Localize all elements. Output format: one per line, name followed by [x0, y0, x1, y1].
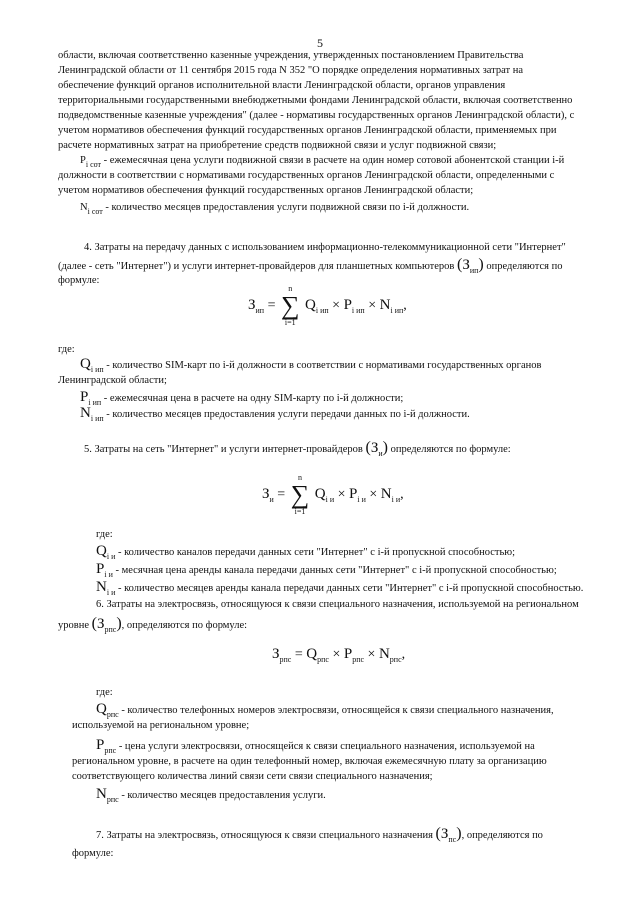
text-line: формуле: — [58, 275, 100, 286]
text-segment: - количество SIM-карт по i-й должности в соответствии с нормативами государственных органов — [106, 360, 542, 371]
text-segment: уровне — [58, 620, 89, 631]
formula-symbol: З — [272, 646, 280, 662]
formula-operator: × — [368, 298, 377, 314]
where-label: где: — [96, 687, 113, 698]
formula-sub: i и — [325, 495, 335, 505]
symbol-p: P — [80, 389, 89, 405]
section-4-heading: 4. Затраты на передачу данных с использованием информационно-телекоммуникационной сети "Интернет" — [84, 242, 566, 253]
formula-symbol: N — [378, 646, 390, 662]
text-line: учетом нормативов обеспечения функций государственных органов Ленинградской области; — [58, 185, 474, 196]
symbol-sub: i сот — [85, 160, 102, 169]
text-line: $Q_{i ип}$ - количество SIM-карт по i-й должности в соответствии с нормативами государственных органов — [80, 356, 542, 374]
sum-sign: n ∑ i=1 — [280, 284, 300, 327]
formula-symbol: З — [262, 486, 270, 503]
formula-operator: = — [267, 298, 276, 314]
text-line: расчете нормативных затрат на приобретение средств подвижной связи и услуг подвижной связи; — [58, 140, 497, 151]
section-6-heading: 6. Затраты на электросвязь, относящуюся к связи специального назначения, используемой на региональном — [96, 599, 579, 610]
page-number: 5 — [317, 36, 323, 50]
text-segment: - количество месяцев предоставления услуги подвижной связи по i-й должности. — [105, 202, 470, 213]
text-line: обеспечение функций органов исполнительной власти Ленинградской области, органов управления — [58, 80, 506, 91]
text-segment: - цена услуги электросвязи, относящейся к связи специального назначения, используемой на — [118, 741, 535, 752]
text-segment: определяются по формуле: — [390, 444, 511, 455]
text-line: $N_{i и}$ - количество месяцев аренды канала передачи данных сети "Интернет" с i-й пропускной способностью. — [96, 579, 584, 597]
formula-4: $З_{ип}$ = n ∑ i=1 $Q_{i ип} \times P_{i ип} \times N_{i ип}$, — [248, 284, 407, 327]
text-line: Ленинградской области; — [58, 375, 167, 386]
symbol-z: З — [440, 826, 449, 842]
formula-symbol: N — [380, 486, 392, 503]
text-line: $P_{i ип}$ - ежемесячная цена в расчете на одну SIM-карту по i-й должности; — [80, 389, 404, 407]
text-line: соответствующего количества линий связи сети связи специального назначения; — [72, 771, 433, 782]
text-line: используемой на региональном уровне; — [72, 720, 250, 731]
section-7-heading: 7. Затраты на электросвязь, относящуюся к связи специального назначения $(З_{пс})$, определяются по — [96, 825, 543, 844]
formula-sub: i и — [357, 495, 366, 505]
text-segment: - ежемесячная цена в расчете на одну SIM-карту по i-й должности; — [103, 393, 404, 404]
text-line: формуле: — [72, 848, 114, 859]
text-line: $N_{рпс}$ - количество месяцев предоставления услуги. — [96, 786, 326, 804]
formula-symbol: N — [379, 297, 391, 314]
formula-operator: × — [367, 647, 376, 662]
text-line: Ленинградской области от 11 сентября 2015 года N 352 "О порядке определения нормативных затрат на — [58, 65, 524, 76]
sum-sign: n ∑ i=1 — [290, 473, 310, 516]
formula-sub: i и — [391, 495, 401, 505]
text-segment: - количество месяцев предоставления услуги передачи данных по i-й должности. — [106, 409, 470, 420]
symbol-q: Q — [96, 543, 107, 559]
formula-5: $З_и$ = n ∑ i=1 $Q_{i и} \times P_{i и} \times N_{i и}$, — [262, 473, 404, 516]
symbol-n: N — [96, 579, 107, 595]
formula-symbol: P — [343, 646, 353, 662]
text-segment: - количество каналов передачи данных сети "Интернет" с i-й пропускной способностью; — [117, 547, 516, 558]
formula-sub: рпс — [317, 655, 329, 664]
formula-symbol: P — [343, 297, 352, 314]
text-segment: , определяются по — [461, 830, 543, 841]
formula-6: $З_{рпс} = Q_{рпс} \times P_{рпс} \times N_{рпс}$, — [272, 646, 406, 664]
formula-operator: × — [332, 298, 341, 314]
text-line: $N_{i ип}$ - количество месяцев предоставления услуги передачи данных по i-й должности. — [80, 405, 470, 423]
symbol-sub: ип — [469, 266, 479, 275]
text-segment: - количество телефонных номеров электросвязи, относящейся к связи специального назначения, — [121, 705, 554, 716]
text-segment: - количество месяцев предоставления услуги. — [121, 790, 326, 801]
formula-sub: и — [269, 495, 274, 505]
symbol-q: Q — [96, 701, 107, 717]
where-label: где: — [96, 529, 113, 540]
text-line — [80, 200, 469, 219]
formula-symbol: P — [349, 486, 358, 503]
text-line: (далее - сеть "Интернет") и услуги интернет-провайдеров для планшетных компьютеров $(З_{ип})$ определяются по — [58, 256, 563, 275]
formula-operator: × — [337, 487, 346, 503]
text-line: подведомственные казенные учреждения" (далее - нормативы государственных органов Ленинградской области), с — [58, 110, 575, 121]
text-segment: определяются по — [486, 261, 563, 272]
text-line: региональном уровне, в расчете на один телефонный номер, включая ежемесячную плату за организацию — [72, 756, 547, 767]
section-5-heading: 5. Затраты на сеть "Интернет" и услуги интернет-провайдеров $(З_и)$ определяются по формуле: — [84, 439, 511, 458]
formula-sub: рпс — [352, 655, 365, 664]
text-segment: - количество месяцев аренды канала передачи данных сети "Интернет" с i-й пропускной способностью. — [117, 583, 584, 594]
text-line: учетом нормативов обеспечения функций государственных органов Ленинградской области, применяемых при — [58, 125, 557, 136]
formula-operator: × — [332, 647, 341, 662]
formula-operator: × — [369, 487, 378, 503]
formula-symbol: Q — [314, 486, 326, 503]
symbol-z: З — [462, 257, 470, 273]
formula-sub: i ип — [351, 306, 365, 316]
formula-symbol: З — [248, 297, 256, 314]
text-segment: - месячная цена аренды канала передачи данных сети "Интернет" с i-й пропускной способностью; — [115, 565, 557, 576]
symbol-p: P — [96, 737, 105, 753]
where-label: где: — [58, 344, 75, 355]
formula-sub: ип — [255, 306, 265, 316]
symbol-n: N — [96, 786, 107, 802]
symbol-z: З — [370, 440, 379, 456]
text-line: $Q_{i и}$ - количество каналов передачи данных сети "Интернет" с i-й пропускной способностью; — [96, 543, 516, 561]
text-segment: , определяются по формуле: — [121, 620, 248, 631]
formula-sub: i ип — [390, 306, 404, 316]
formula-operator: = — [277, 487, 286, 503]
formula-sub: рпс — [389, 655, 402, 664]
symbol-p: P — [96, 561, 105, 577]
symbol-q: Q — [80, 356, 91, 372]
text-segment: (далее - сеть "Интернет") и услуги интернет-провайдеров для планшетных компьютеров — [58, 261, 455, 272]
text-line: территориальными государственными внебюджетными фондами Ленинградской области, включая соответственно — [58, 95, 573, 106]
text-line: области, включая соответственно казенные учреждения, утвержденных постановлением Правительства — [58, 50, 524, 61]
text-line: должности в соответствии с нормативами государственных органов Ленинградской области, определенными с — [58, 170, 555, 181]
formula-operator: = — [294, 647, 303, 662]
text-line: уровне $(З_{рпс})$, определяются по формуле: — [58, 615, 248, 634]
symbol-n-sot: N — [80, 202, 88, 213]
text-line: $Q_{рпс}$ - количество телефонных номеров электросвязи, относящейся к связи специального назначения, — [96, 701, 554, 719]
formula-symbol: Q — [305, 297, 316, 314]
symbol-n: N — [80, 405, 91, 421]
formula-sub: рпс — [279, 655, 292, 664]
text-segment: 5. Затраты на сеть "Интернет" и услуги интернет-провайдеров — [84, 444, 363, 455]
text-segment: 7. Затраты на электросвязь, относящуюся к связи специального назначения — [96, 830, 433, 841]
symbol-p-sot: P — [80, 155, 86, 166]
text-line: $P_{рпс}$ - цена услуги электросвязи, относящейся к связи специального назначения, используемой на — [96, 737, 535, 755]
text-segment: - ежемесячная цена услуги подвижной связи в расчете на один номер сотовой абонентской станции i-й — [103, 155, 565, 166]
formula-symbol: Q — [306, 646, 318, 662]
symbol-sub: i сот — [87, 207, 103, 216]
formula-sub: i ип — [315, 306, 329, 316]
symbol-z: З — [96, 616, 105, 632]
text-line: $P_{i и}$ - месячная цена аренды канала передачи данных сети "Интернет" с i-й пропускной способностью; — [96, 561, 557, 579]
